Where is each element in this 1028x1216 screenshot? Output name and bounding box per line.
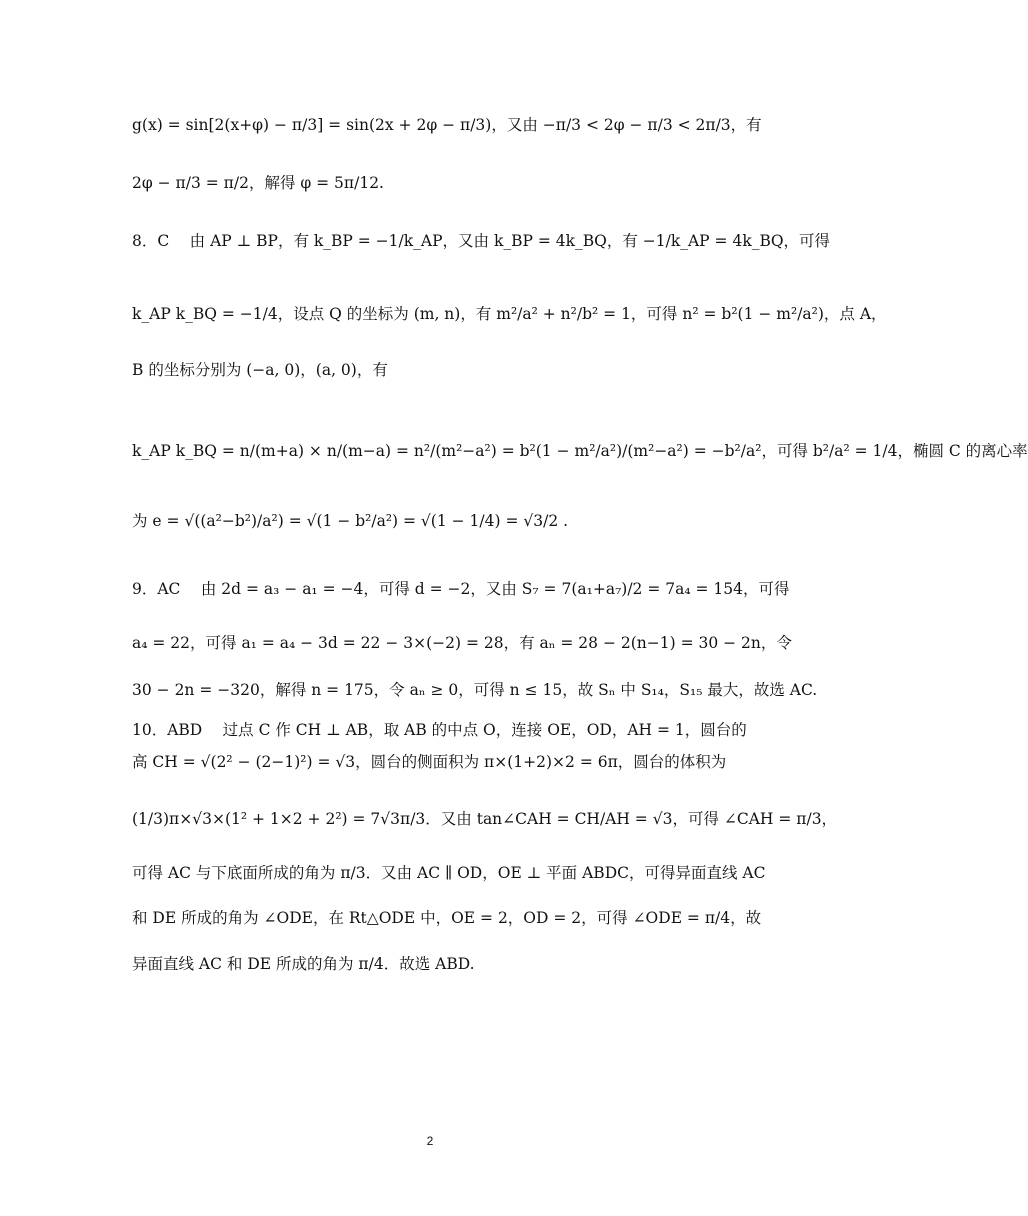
solution-line-16: 异面直线 AC 和 DE 所成的角为 π/4．故选 ABD.: [132, 955, 475, 973]
solution-line-15: 和 DE 所成的角为 ∠ODE，在 Rt△ODE 中，OE = 2，OD = 2，可得 ∠ODE = π/4，故: [132, 909, 762, 927]
solution-line-12: 高 CH = √(2² − (2−1)²) = √3，圆台的侧面积为 π×(1+2)×2 = 6π，圆台的体积为: [132, 753, 727, 771]
solution-line-6: k_AP k_BQ = n/(m+a) × n/(m−a) = n²/(m²−a²) = b²(1 − m²/a²)/(m²−a²) = −b²/a²，可得 b²/a² = 1/4，椭圆 C 的离心率: [132, 442, 1028, 460]
solution-line-10: 30 − 2n = −320，解得 n = 175，令 aₙ ≥ 0，可得 n ≤ 15，故 Sₙ 中 S₁₄，S₁₅ 最大，故选 AC.: [132, 681, 818, 699]
page-number: 2: [426, 1134, 434, 1148]
solution-line-5: B 的坐标分别为 (−a, 0)，(a, 0)，有: [132, 361, 388, 379]
solution-line-9: a₄ = 22，可得 a₁ = a₄ − 3d = 22 − 3×(−2) = 28，有 aₙ = 28 − 2(n−1) = 30 − 2n，令: [132, 634, 792, 652]
solution-line-14: 可得 AC 与下底面所成的角为 π/3．又由 AC ∥ OD，OE ⊥ 平面 ABDC，可得异面直线 AC: [132, 864, 766, 882]
solution-line-11: 10．ABD 过点 C 作 CH ⊥ AB，取 AB 的中点 O，连接 OE，OD，AH = 1，圆台的: [132, 721, 747, 739]
solution-line-3: 8．C 由 AP ⊥ BP，有 k_BP = −1/k_AP，又由 k_BP = 4k_BQ，有 −1/k_AP = 4k_BQ，可得: [132, 232, 831, 250]
solution-line-4: k_AP k_BQ = −1/4，设点 Q 的坐标为 (m, n)，有 m²/a² + n²/b² = 1，可得 n² = b²(1 − m²/a²)，点 A，: [132, 305, 887, 323]
solution-line-1: g(x) = sin[2(x+φ) − π/3] = sin(2x + 2φ − π/3)，又由 −π/3 < 2φ − π/3 < 2π/3，有: [132, 116, 762, 134]
solution-line-8: 9．AC 由 2d = a₃ − a₁ = −4，可得 d = −2，又由 S₇ = 7(a₁+a₇)/2 = 7a₄ = 154，可得: [132, 580, 790, 598]
solution-line-2: 2φ − π/3 = π/2，解得 φ = 5π/12.: [132, 174, 384, 192]
solution-line-13: (1/3)π×√3×(1² + 1×2 + 2²) = 7√3π/3．又由 tan∠CAH = CH/AH = √3，可得 ∠CAH = π/3，: [132, 810, 838, 828]
solution-line-7: 为 e = √((a²−b²)/a²) = √(1 − b²/a²) = √(1 − 1/4) = √3/2 .: [132, 512, 569, 530]
